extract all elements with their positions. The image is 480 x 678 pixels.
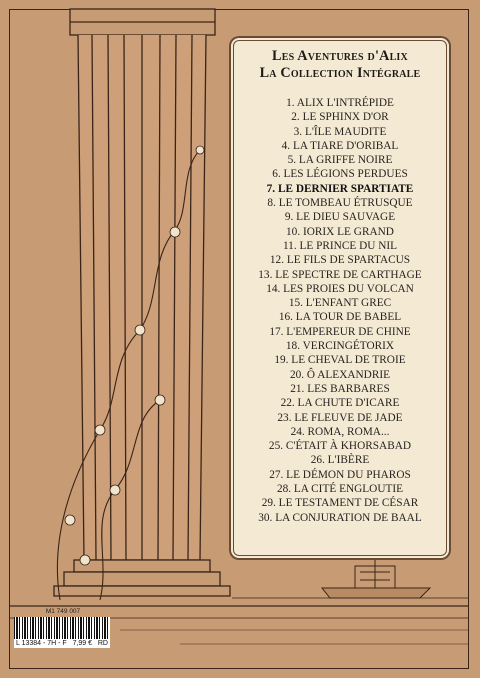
title-item: 13. LE SPECTRE DE CARTHAGE <box>258 268 422 281</box>
title-item: 18. VERCINGÉTORIX <box>285 340 395 353</box>
title-item: 4. LA TIARE D'ORIBAL <box>281 139 399 152</box>
barcode-top-code: M1 749 007 <box>45 608 81 615</box>
title-item: 8. LE TOMBEAU ÉTRUSQUE <box>267 197 413 210</box>
barcode-bars <box>14 617 110 639</box>
title-item: 15. L'ENFANT GREC <box>288 297 392 310</box>
title-item: 9. LE DIEU SAUVAGE <box>284 211 396 224</box>
title-item: 2. LE SPHINX D'OR <box>291 111 389 124</box>
title-item: 27. LE DÉMON DU PHAROS <box>269 468 411 481</box>
title-item: 30. LA CONJURATION DE BAAL <box>258 511 422 524</box>
title-item: 5. LA GRIFFE NOIRE <box>287 154 393 167</box>
barcode-suffix: RD <box>97 640 108 647</box>
title-item: 10. IORIX LE GRAND <box>286 225 394 238</box>
title-panel <box>229 36 451 560</box>
barcode-left-code: L 13384 - 7H - F <box>16 640 67 647</box>
barcode-bottom <box>14 639 110 648</box>
title-item: 7. LE DERNIER SPARTIATE <box>266 182 414 195</box>
title-item: 14. LES PROIES DU VOLCAN <box>266 282 414 295</box>
title-item: 19. LE CHEVAL DE TROIE <box>274 354 406 367</box>
collection-title: La Collection Intégrale <box>259 65 421 81</box>
title-item: 28. LA CITÉ ENGLOUTIE <box>276 483 404 496</box>
title-item: 12. LE FILS DE SPARTACUS <box>269 254 411 267</box>
title-item: 21. LES BARBARES <box>290 382 390 395</box>
title-item: 3. L'ÎLE MAUDITE <box>293 125 387 138</box>
barcode-price: 7,99 € <box>72 640 93 647</box>
title-item: 24. ROMA, ROMA... <box>290 425 390 438</box>
title-item: 11. LE PRINCE DU NIL <box>282 239 398 252</box>
title-item: 6. LES LÉGIONS PERDUES <box>272 168 408 181</box>
title-item: 17. L'EMPEREUR DE CHINE <box>269 325 411 338</box>
title-item: 20. Ô ALEXANDRIE <box>289 368 391 381</box>
title-item: 23. LE FLEUVE DE JADE <box>277 411 403 424</box>
title-list <box>229 96 451 525</box>
title-item: 1. ALIX L'INTRÉPIDE <box>286 97 394 109</box>
title-item: 26. L'IBÈRE <box>310 454 370 467</box>
title-item: 16. LA TOUR DE BABEL <box>278 311 402 324</box>
series-title: Les Aventures d'Alix <box>272 48 408 64</box>
barcode <box>14 608 112 654</box>
title-item: 22. LA CHUTE D'ICARE <box>280 397 400 410</box>
title-item: 25. C'ÉTAIT À KHORSABAD <box>268 440 412 453</box>
title-item: 29. LE TESTAMENT DE CÉSAR <box>261 497 419 510</box>
